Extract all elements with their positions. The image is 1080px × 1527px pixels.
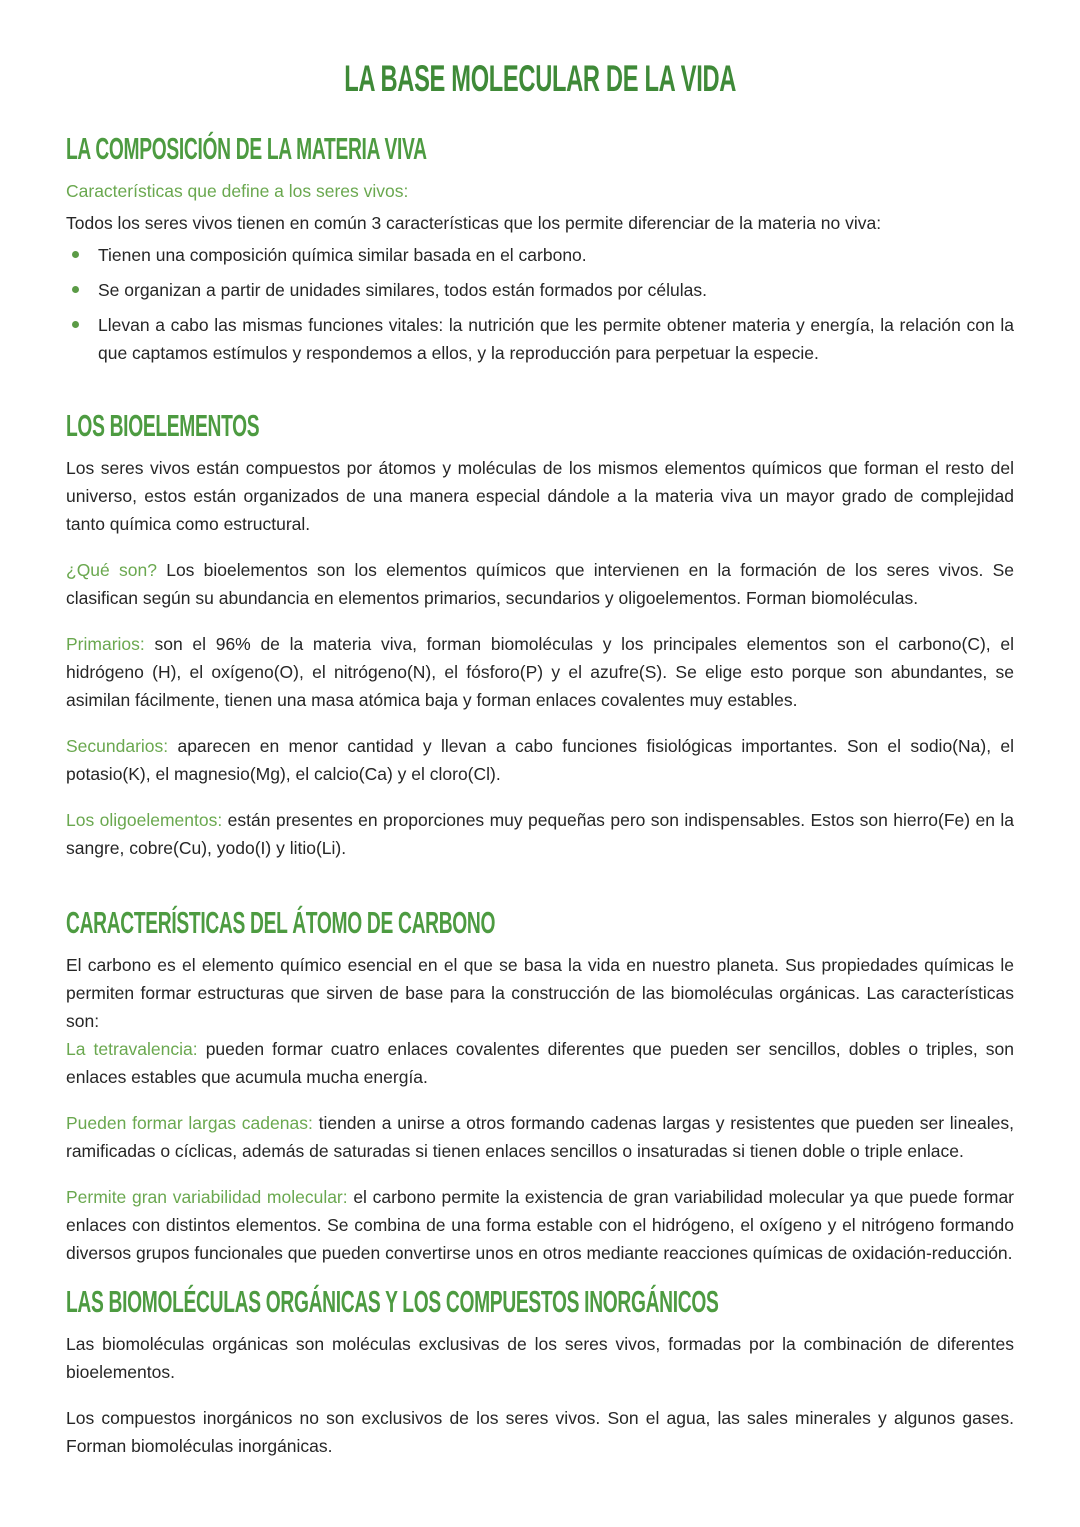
bullet-icon	[72, 251, 79, 258]
section-heading-bioelementos	[66, 409, 1014, 446]
paragraph-body-que-son: Los bioelementos son los elementos químicos que intervienen en la formación de los seres vivos. Se clasifican según su abundancia en elementos primarios, secundarios y oligoelementos. Forman biomoléculas.	[66, 560, 1015, 608]
paragraph-secundarios	[66, 732, 1014, 788]
section-bioelementos	[66, 409, 1014, 862]
paragraph-lead-largas-cadenas: Pueden formar largas cadenas:	[66, 1113, 313, 1133]
paragraph-biomoleculas-organicas: Las biomoléculas orgánicas son moléculas exclusivas de los seres vivos, formadas por la combinación de diferentes bioelementos.	[66, 1334, 1014, 1382]
bullet-item-funciones-vitales	[66, 311, 1014, 367]
paragraph-que-son	[66, 556, 1014, 612]
bullet-item-unidades-similares	[66, 276, 1014, 304]
section-heading-biomoleculas	[66, 1285, 1014, 1322]
paragraph-oligoelementos	[66, 806, 1014, 862]
page-title: LA BASE MOLECULAR DE LA VIDA	[344, 58, 736, 99]
paragraph-variabilidad-molecular	[66, 1183, 1014, 1267]
paragraph-body-primarios: son el 96% de la materia viva, forman biomoléculas y los principales elementos son el carbono(C), el hidrógeno (H), el oxígeno(O), el nitrógeno(N), el fósforo(P) y el azufre(S). Se elige esto porque son abundantes, se asimilan fácilmente, tienen una masa atómica baja y forman enlaces covalentes muy estables.	[66, 634, 1014, 710]
section-heading-carbono	[66, 906, 1014, 943]
title-row	[66, 58, 1014, 100]
section-heading-carbono-text: CARACTERÍSTICAS DEL ÁTOMO DE CARBONO	[66, 905, 496, 940]
section-heading-biomoleculas-text: LAS BIOMOLÉCULAS ORGÁNICAS Y LOS COMPUESTOS INORGÁNICOS	[66, 1284, 719, 1319]
section-heading-composicion	[66, 132, 1014, 169]
paragraph-body-oligoelementos: están presentes en proporciones muy pequeñas pero son indispensables. Estos son hierro(Fe) en la sangre, cobre(Cu), yodo(I) y litio(Li).	[66, 810, 1015, 858]
paragraph-largas-cadenas	[66, 1109, 1014, 1165]
paragraph-primarios	[66, 630, 1014, 714]
paragraph-bioelementos-intro: Los seres vivos están compuestos por átomos y moléculas de los mismos elementos químicos que forman el resto del universo, estos están organizados de una manera especial dándole a la materia viva un mayor grado de complejidad tanto química como estructural.	[66, 458, 1014, 534]
paragraph-body-secundarios: aparecen en menor cantidad y llevan a cabo funciones fisiológicas importantes. Son el sodio(Na), el potasio(K), el magnesio(Mg), el calcio(Ca) y el cloro(Cl).	[66, 736, 1014, 784]
paragraph-lead-oligoelementos: Los oligoelementos:	[66, 810, 223, 830]
bullet-text: Tienen una composición química similar basada en el carbono.	[98, 245, 587, 265]
bullet-text: Llevan a cabo las mismas funciones vitales: la nutrición que les permite obtener materia y energía, la relación con la que captamos estímulos y respondemos a ellos, y la reproducción para perpetuar la especie.	[98, 315, 1014, 363]
section-heading-composicion-text: LA COMPOSICIÓN DE LA MATERIA VIVA	[66, 131, 427, 166]
bullet-text: Se organizan a partir de unidades similares, todos están formados por células.	[98, 280, 707, 300]
paragraph-lead-variabilidad-molecular: Permite gran variabilidad molecular:	[66, 1187, 348, 1207]
paragraph-carbono-intro: El carbono es el elemento químico esencial en el que se basa la vida en nuestro planeta. Sus propiedades químicas le permiten formar estructuras que sirven de base para la construcción de las biomoléculas orgánicas. Las características son:	[66, 955, 1014, 1031]
section-atomo-carbono	[66, 906, 1014, 1267]
subheading-caracteristicas: Características que define a los seres vivos:	[66, 181, 409, 201]
bullet-icon	[72, 321, 79, 328]
paragraph-body-variabilidad-molecular: el carbono permite la existencia de gran variabilidad molecular ya que puede formar enlaces con distintos elementos. Se combina de una forma estable con el hidrógeno, el oxígeno y el nitrógeno formando diversos grupos funcionales que pueden convertirse unos en otros mediante reacciones químicas de oxidación-reducción.	[66, 1187, 1014, 1263]
bullet-item-composicion-quimica	[66, 241, 1014, 269]
section-heading-bioelementos-text: LOS BIOELEMENTOS	[66, 408, 260, 443]
paragraph-body-largas-cadenas: tienden a unirse a otros formando cadenas largas y resistentes que pueden ser lineales, ramificadas o cíclicas, además de saturadas si tienen enlaces sencillos o insaturadas si tienen doble o triple enlace.	[66, 1113, 1015, 1161]
paragraph-lead-que-son: ¿Qué son?	[66, 560, 157, 580]
paragraph-body-tetravalencia: pueden formar cuatro enlaces covalentes diferentes que pueden ser sencillos, dobles o triples, son enlaces estables que acumula mucha energía.	[66, 1039, 1014, 1087]
paragraph-lead-secundarios: Secundarios:	[66, 736, 169, 756]
section-composicion-materia-viva	[66, 132, 1014, 367]
section-biomoleculas-organicas	[66, 1285, 1014, 1460]
bullet-list-caracteristicas	[66, 241, 1014, 367]
paragraph-tetravalencia	[66, 1035, 1014, 1091]
paragraph-compuestos-inorganicos: Los compuestos inorgánicos no son exclusivos de los seres vivos. Son el agua, las sales minerales y algunos gases. Forman biomoléculas inorgánicas.	[66, 1408, 1014, 1456]
intro-paragraph: Todos los seres vivos tienen en común 3 características que los permite diferenciar de la materia no viva:	[66, 213, 882, 233]
paragraph-lead-tetravalencia: La tetravalencia:	[66, 1039, 198, 1059]
paragraph-lead-primarios: Primarios:	[66, 634, 145, 654]
bullet-icon	[72, 286, 79, 293]
